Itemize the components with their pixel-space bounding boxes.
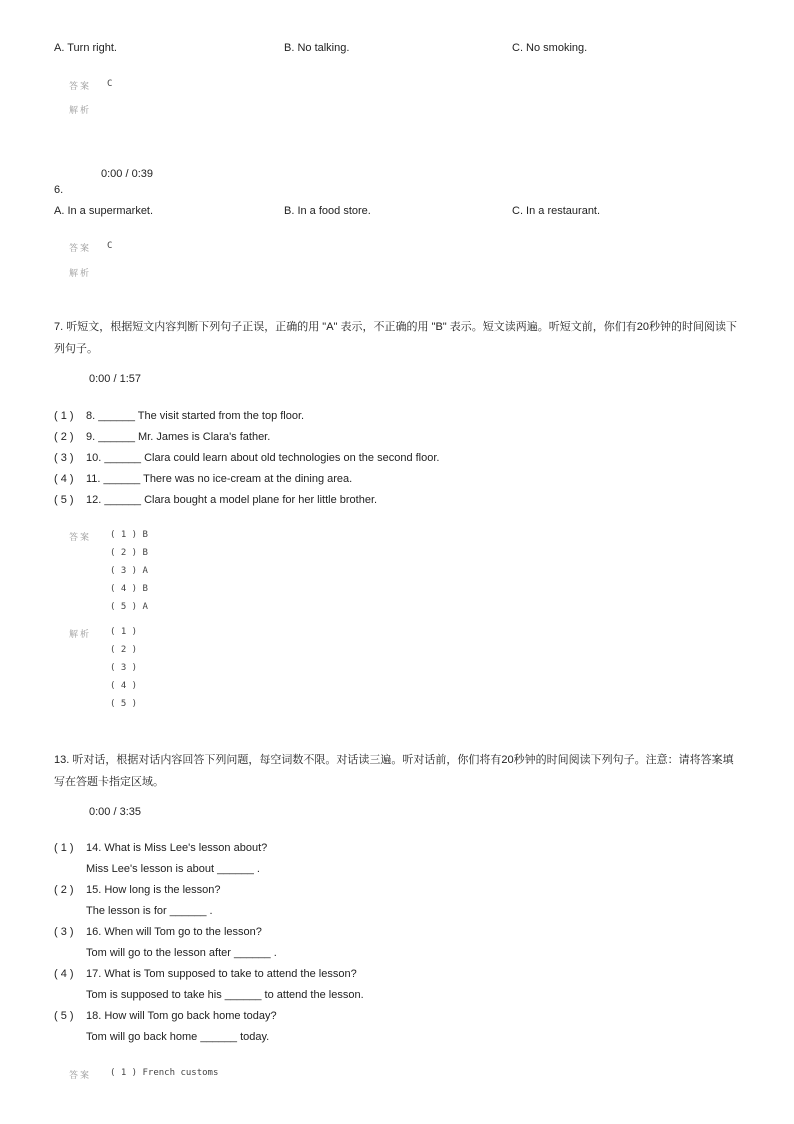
q13-item-3-num: ( 3 ) [54,926,74,938]
q7-item-5-num: ( 5 ) [54,494,74,506]
q7-item-3-num: ( 3 ) [54,452,74,464]
q5-analysis-label: 解析 [69,105,92,115]
q6-answer-label: 答案 [69,243,92,253]
q7-analysis-2: ( 2 ) [110,645,138,655]
q13-item-2-fill: The lesson is for ______ . [86,905,213,917]
q7-answers [110,526,148,616]
q7-answer-label: 答案 [69,532,92,542]
q13-item-3-fill: Tom will go to the lesson after ______ . [86,947,277,959]
q13-item-4-fill: Tom is supposed to take his ______ to attend the lesson. [86,989,364,1001]
q5-option-c: C. No smoking. [512,42,588,54]
q7-analysis-1: ( 1 ) [110,627,138,637]
q7-answer-5: ( 5 ) A [110,602,148,612]
q6-option-c: C. In a restaurant. [512,205,601,217]
q5-option-a: A. Turn right. [54,42,117,54]
q5-option-b: B. No talking. [284,42,350,54]
q7-item-2-num: ( 2 ) [54,431,74,443]
q5-answer: C [107,79,113,89]
q7-item-1-num: ( 1 ) [54,410,74,422]
q6-audio-player[interactable]: 0:00 / 0:39 [101,168,153,180]
q7-item-2 [54,431,270,443]
q6-answer: C [107,241,113,251]
q13-item-5-num: ( 5 ) [54,1010,74,1022]
q7-item-5 [54,494,377,506]
q7-answer-3: ( 3 ) A [110,566,148,576]
q13-item-4 [54,968,357,980]
q7-item-2-text: 9. ______ Mr. James is Clara's father. [86,431,271,443]
q13-answer-label: 答案 [69,1070,92,1080]
q13-item-5 [54,1010,277,1022]
q13-item-3-question: 16. When will Tom go to the lesson? [86,926,262,938]
q6-number: 6. [54,184,64,196]
q13-answers [110,1064,218,1082]
q6-analysis-label: 解析 [69,268,92,278]
q7-analysis-label: 解析 [69,629,92,639]
q7-analysis-4: ( 4 ) [110,681,138,691]
q13-item-5-fill: Tom will go back home ______ today. [86,1031,270,1043]
q7-analysis-3: ( 3 ) [110,663,138,673]
q13-answer-1: ( 1 ) French customs [110,1068,219,1078]
q7-answer-2: ( 2 ) B [110,548,148,558]
q13-audio-player[interactable]: 0:00 / 3:35 [89,806,141,818]
q13-item-5-question: 18. How will Tom go back home today? [86,1010,277,1022]
q5-answer-label: 答案 [69,81,92,91]
q7-item-5-text: 12. ______ Clara bought a model plane for her little brother. [86,494,378,506]
q13-item-4-num: ( 4 ) [54,968,74,980]
q13-item-3 [54,926,262,938]
q7-item-3-text: 10. ______ Clara could learn about old technologies on the second floor. [86,452,440,464]
q7-item-4 [54,473,352,485]
q7-audio-player[interactable]: 0:00 / 1:57 [89,373,141,385]
q13-prompt: 13. 听对话，根据对话内容回答下列问题，每空词数不限。对话读三遍。听对话前，你们将有20秒钟的时间阅读下列句子。注意：请将答案填写在答题卡指定区域。 [54,754,734,788]
q7-item-4-text: 11. ______ There was no ice-cream at the dining area. [86,473,353,485]
q13-item-1 [54,842,267,854]
q7-item-1 [54,410,304,422]
q13-item-4-question: 17. What is Tom supposed to take to attend the lesson? [86,968,357,980]
q13-item-2-num: ( 2 ) [54,884,74,896]
q6-option-b: B. In a food store. [284,205,371,217]
q13-item-2 [54,884,221,896]
q13-item-1-fill: Miss Lee's lesson is about ______ . [86,863,260,875]
q13-item-1-num: ( 1 ) [54,842,74,854]
q7-item-4-num: ( 4 ) [54,473,74,485]
q7-answer-1: ( 1 ) B [110,530,148,540]
q7-prompt: 7. 听短文，根据短文内容判断下列句子正误，正确的用 "A" 表示，不正确的用 "B" 表示。短文读两遍。听短文前，你们有20秒钟的时间阅读下列句子。 [54,321,737,355]
q13-item-2-question: 15. How long is the lesson? [86,884,221,896]
q7-item-3 [54,452,439,464]
q7-analysis-5: ( 5 ) [110,699,138,709]
q7-item-1-text: 8. ______ The visit started from the top floor. [86,410,305,422]
q7-analysis [110,623,137,713]
q6-option-a: A. In a supermarket. [54,205,154,217]
q13-item-1-question: 14. What is Miss Lee's lesson about? [86,842,268,854]
q7-answer-4: ( 4 ) B [110,584,148,594]
